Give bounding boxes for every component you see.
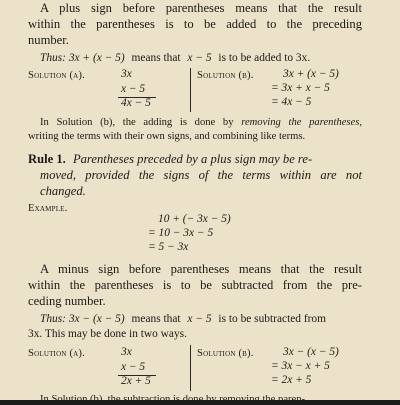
solution-a-mid-1: x − 5	[121, 83, 146, 95]
thus2-tail: is to be subtracted from	[218, 313, 326, 325]
solution-a-result-2: 2x + 5	[121, 375, 151, 387]
example-line2: = 10 − 3x − 5	[148, 227, 214, 239]
rule-text-1: Parentheses preceded by a plus sign may be re-	[72, 152, 313, 166]
thus-statement-2	[40, 313, 326, 325]
thus-expression-2: x − 5	[187, 52, 212, 64]
thus-statement-1	[40, 52, 310, 64]
divider-1	[190, 68, 191, 112]
para3-line2: within the parentheses is to be subtracted from the pre-	[28, 278, 362, 292]
solution-a-label-1: Solution (a).	[28, 70, 86, 81]
solution-a-top-1: 3x	[121, 68, 132, 80]
solution-a-mid-2: x − 5	[121, 361, 146, 373]
thus2-means: means that	[131, 313, 181, 325]
solution-b-line2-2: = 3x − x + 5	[271, 360, 330, 372]
solution-a-label-2: Solution (a).	[28, 348, 86, 359]
rule-line1	[28, 151, 312, 167]
para2-line2: writing the terms with their own signs, and combining like terms.	[28, 131, 306, 142]
rule-line3: changed.	[40, 184, 86, 198]
para1-line1: A plus sign before parentheses means that the result	[40, 1, 362, 15]
thus2-expression: 3x − (x − 5)	[68, 313, 125, 325]
example-line3: = 5 − 3x	[148, 241, 189, 253]
thus2-expression-2: x − 5	[187, 313, 212, 325]
para3-line1: A minus sign before parentheses means that the result	[40, 262, 362, 276]
para2-line1-emphasis: removing the parentheses,	[241, 117, 362, 128]
solution-b-line3-2: = 2x + 5	[271, 374, 312, 386]
thus2-label: Thus:	[40, 313, 66, 325]
solution-a-result-1: 4x − 5	[121, 97, 151, 109]
thus2-line2: 3x. This may be done in two ways.	[28, 328, 187, 340]
solution-b-label-1: Solution (b).	[197, 70, 254, 81]
solution-b-line3-1: = 4x − 5	[271, 96, 312, 108]
solution-b-line1-1: 3x + (x − 5)	[283, 68, 339, 80]
example-line1: 10 + (− 3x − 5)	[158, 213, 231, 225]
cut-off-line: In Solution (b), the subtraction is done by removing the paren-	[40, 394, 306, 405]
example-label: Example.	[28, 203, 68, 214]
solution-b-line1-2: 3x − (x − 5)	[283, 346, 339, 358]
para2-line1-text: In Solution (b), the adding is done by	[40, 117, 234, 128]
divider-2	[190, 345, 191, 391]
para3-line3: ceding number.	[28, 294, 106, 308]
para1-line2: within the parentheses is to be added to the preceding	[28, 17, 362, 31]
para2-line1	[40, 117, 362, 128]
thus-label: Thus:	[40, 52, 66, 64]
solution-b-label-2: Solution (b).	[197, 348, 254, 359]
thus-expression: 3x + (x − 5)	[68, 52, 125, 64]
rule-line2: moved, provided the signs of the terms within are not	[40, 168, 362, 182]
para1-line3: number.	[28, 33, 69, 47]
solution-a-top-2: 3x	[121, 346, 132, 358]
thus-tail: is to be added to 3x.	[218, 52, 311, 64]
solution-b-line2-1: = 3x + x − 5	[271, 82, 330, 94]
rule-label: Rule 1.	[28, 152, 66, 166]
thus-means: means that	[131, 52, 181, 64]
